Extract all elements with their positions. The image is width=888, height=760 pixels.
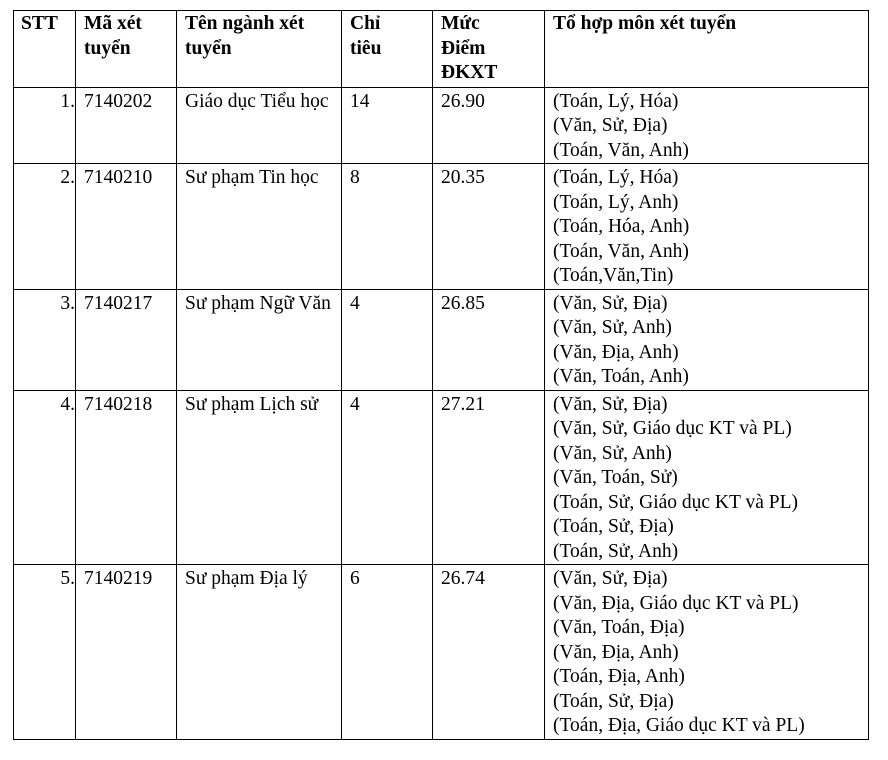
combinations-cell — [545, 87, 869, 164]
quota-cell: 6 — [342, 565, 433, 740]
quota-cell: 8 — [342, 164, 433, 290]
code-cell: 7140202 — [76, 87, 177, 164]
table-body — [14, 87, 869, 739]
major-name-cell: Sư phạm Lịch sử — [177, 390, 342, 565]
combination-item: (Toán, Lý, Anh) — [553, 191, 679, 213]
quota-cell: 14 — [342, 87, 433, 164]
combination-item: (Văn, Sử, Địa) — [553, 568, 668, 589]
quota-cell: 4 — [342, 289, 433, 390]
combination-item: (Văn, Địa, Anh) — [553, 341, 679, 363]
stt-cell: 1. — [14, 87, 76, 164]
combination-item: (Văn, Sử, Anh) — [553, 317, 672, 338]
header-quota: Chỉ tiêu — [342, 11, 433, 88]
stt-cell: 5. — [14, 565, 76, 740]
header-stt: STT — [14, 11, 76, 88]
combination-item: (Toán, Sử, Giáo dục KT và PL) — [553, 491, 798, 513]
combination-item: (Toán, Lý, Hóa) — [553, 90, 679, 112]
combinations-cell — [545, 565, 869, 740]
table-row — [14, 390, 869, 565]
header-combinations: Tổ hợp môn xét tuyển — [545, 11, 869, 88]
combination-item: (Toán, Sử, Địa) — [553, 516, 674, 537]
stt-cell: 3. — [14, 289, 76, 390]
score-cell: 20.35 — [433, 164, 545, 290]
combination-item: (Toán, Lý, Hóa) — [553, 167, 679, 188]
combination-item: (Văn, Sử, Địa) — [553, 115, 668, 136]
admissions-table — [13, 10, 869, 740]
score-cell: 26.90 — [433, 87, 545, 164]
code-cell: 7140218 — [76, 390, 177, 565]
table-row — [14, 289, 869, 390]
combinations-cell — [545, 164, 869, 290]
combination-item: (Văn, Địa, Giáo dục KT và PL) — [553, 592, 799, 614]
quota-cell: 4 — [342, 390, 433, 565]
combination-item: (Văn, Địa, Anh) — [553, 641, 679, 663]
header-score: Mức Điểm ĐKXT — [433, 11, 545, 88]
combinations-cell — [545, 390, 869, 565]
code-cell: 7140210 — [76, 164, 177, 290]
table-row — [14, 565, 869, 740]
major-name-cell: Sư phạm Tin học — [177, 164, 342, 290]
combination-item: (Văn, Sử, Giáo dục KT và PL) — [553, 418, 792, 439]
table-row — [14, 87, 869, 164]
combination-item: (Văn, Toán, Anh) — [553, 366, 689, 387]
major-name-cell: Sư phạm Ngữ Văn — [177, 289, 342, 390]
major-name-cell: Sư phạm Địa lý — [177, 565, 342, 740]
combination-item: (Toán,Văn,Tin) — [553, 265, 674, 286]
score-cell: 26.85 — [433, 289, 545, 390]
score-cell: 27.21 — [433, 390, 545, 565]
combination-item: (Toán, Địa, Anh) — [553, 666, 685, 687]
code-cell: 7140219 — [76, 565, 177, 740]
combination-item: (Văn, Sử, Địa) — [553, 292, 668, 314]
combination-item: (Toán, Sử, Địa) — [553, 690, 674, 712]
header-code: Mã xét tuyển — [76, 11, 177, 88]
combination-item: (Văn, Toán, Sử) — [553, 467, 678, 488]
stt-cell: 4. — [14, 390, 76, 565]
score-cell: 26.74 — [433, 565, 545, 740]
table-row — [14, 164, 869, 290]
header-row — [14, 11, 869, 88]
combination-item: (Toán, Sử, Anh) — [553, 540, 679, 562]
combination-item: (Toán, Hóa, Anh) — [553, 216, 690, 237]
header-major-name: Tên ngành xét tuyển — [177, 11, 342, 88]
combination-item: (Toán, Văn, Anh) — [553, 139, 689, 161]
combination-item: (Văn, Toán, Địa) — [553, 617, 685, 638]
combination-item: (Toán, Văn, Anh) — [553, 240, 689, 262]
table-header — [14, 11, 869, 88]
combination-item: (Văn, Sử, Anh) — [553, 442, 672, 464]
code-cell: 7140217 — [76, 289, 177, 390]
stt-cell: 2. — [14, 164, 76, 290]
combination-item: (Văn, Sử, Địa) — [553, 393, 668, 415]
combinations-cell — [545, 289, 869, 390]
combination-item: (Toán, Địa, Giáo dục KT và PL) — [553, 715, 805, 736]
major-name-cell: Giáo dục Tiểu học — [177, 87, 342, 164]
